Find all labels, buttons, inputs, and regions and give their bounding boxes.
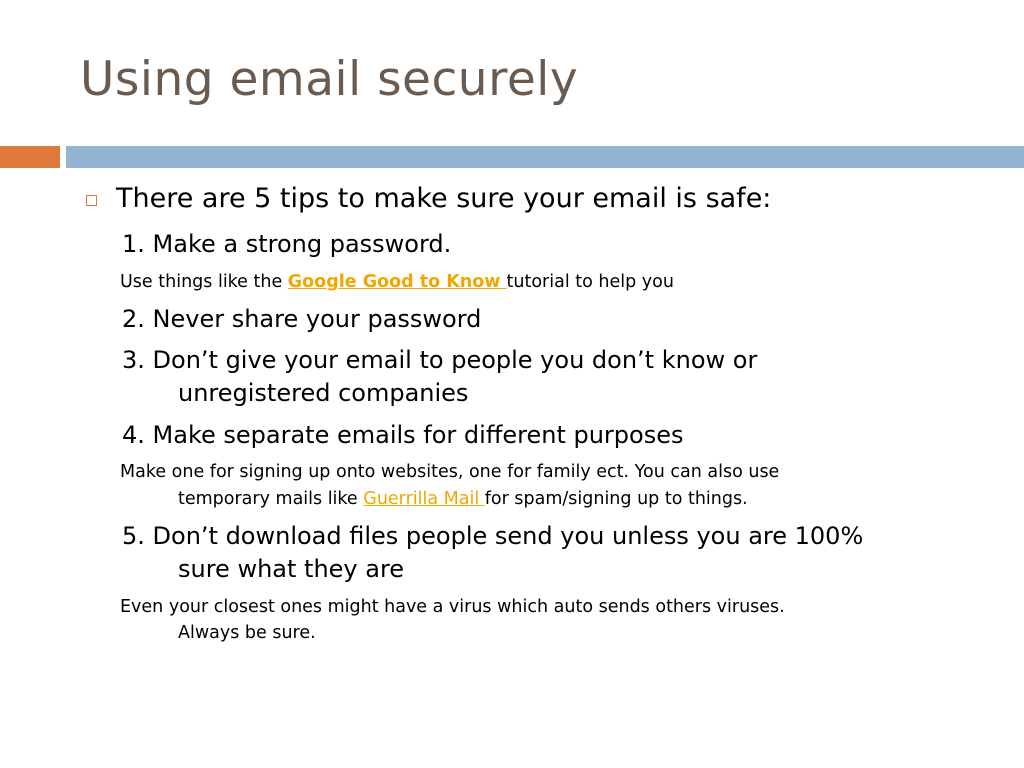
tip-2: 2. Never share your password — [122, 305, 482, 333]
tip-4-note-line-2 — [178, 489, 748, 509]
tip-3-line-1: 3. Don’t give your email to people you don’t know or — [122, 346, 758, 374]
slide-title: Using email securely — [80, 52, 579, 107]
tip-4-note-before: temporary mails like — [178, 489, 364, 509]
tip-5-line-1: 5. Don’t download files people send you unless you are 100% — [122, 522, 864, 550]
tip-1-note — [120, 272, 674, 292]
tip-3-line-2: unregistered companies — [178, 379, 469, 407]
google-good-to-know-link[interactable]: Google Good to Know — [287, 272, 507, 292]
square-bullet-icon — [86, 195, 97, 206]
tip-5-note-line-2: Always be sure. — [178, 623, 316, 643]
tip-4-note-line-1: Make one for signing up onto websites, one for family ect. You can also use — [120, 462, 780, 482]
accent-bar-blue — [66, 146, 1024, 168]
tip-4-note-after: for spam/signing up to things. — [484, 489, 748, 509]
tip-1-note-after: tutorial to help you — [506, 272, 674, 292]
tip-5-note-line-1: Even your closest ones might have a virus which auto sends others viruses. — [120, 597, 785, 617]
tip-5-line-2: sure what they are — [178, 555, 405, 583]
guerrilla-mail-link[interactable]: Guerrilla Mail — [363, 489, 485, 509]
accent-bar-orange — [0, 146, 60, 168]
tip-4: 4. Make separate emails for different purposes — [122, 421, 684, 449]
intro-text: There are 5 tips to make sure your email is safe: — [116, 183, 772, 214]
tip-1-note-before: Use things like the — [120, 272, 288, 292]
tip-1: 1. Make a strong password. — [122, 230, 452, 258]
